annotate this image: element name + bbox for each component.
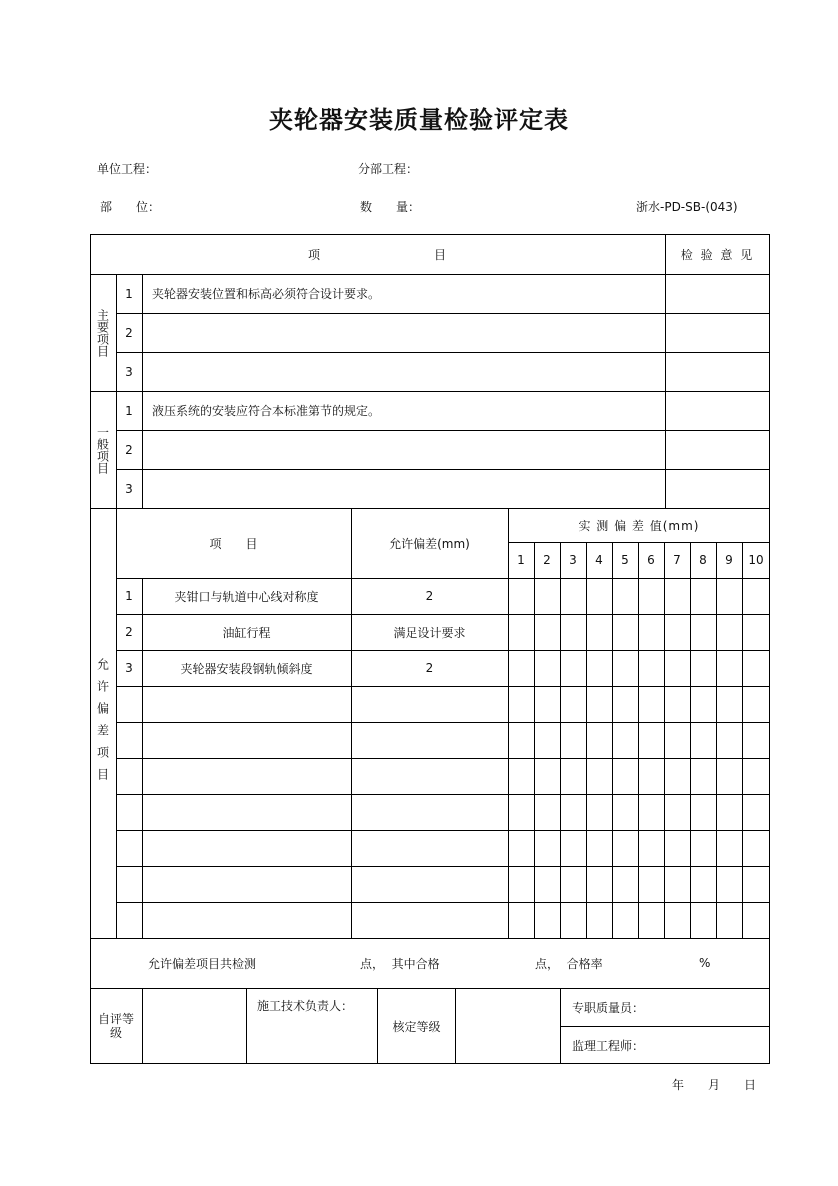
summary-part3: 点， 合格率: [535, 956, 603, 971]
general-row-no: 2: [125, 442, 133, 457]
general-row-no: 1: [125, 403, 133, 418]
tolerance-row-item: 夹钳口与轨道中心线对称度: [174, 589, 319, 604]
measure-col: 5: [621, 553, 629, 567]
main-row-no: 2: [125, 325, 133, 340]
inspection-table: [90, 234, 770, 1064]
main-row-text: 夹轮器安装位置和标高必须符合设计要求。: [152, 287, 381, 301]
measured-header: 实 测 偏 差 值(mm): [578, 518, 700, 533]
supervisor-label: 监理工程师：: [572, 1038, 645, 1053]
measure-col: 7: [673, 553, 681, 567]
main-items-label: 主要项目: [95, 308, 110, 357]
measure-col: 8: [699, 553, 707, 567]
opinion-header: 检 验 意 见: [680, 247, 755, 262]
measure-col: 3: [569, 553, 577, 567]
tolerance-row-item: 油缸行程: [222, 625, 271, 640]
main-row-no: 1: [125, 286, 133, 301]
general-row-text: 液压系统的安装应符合本标准第节的规定。: [152, 404, 381, 418]
tolerance-row-item: 夹轮器安装段钢轨倾斜度: [180, 661, 313, 676]
item-header-b: 目: [433, 247, 446, 262]
tolerance-item-header: 项 目: [209, 536, 258, 551]
measure-col: 9: [725, 553, 733, 567]
quantity-label: 数 量：: [360, 200, 421, 214]
date-line: 年 月 日: [672, 1078, 757, 1092]
tolerance-row-no: 2: [125, 625, 133, 639]
sub-project-label: 分部工程：: [358, 162, 419, 176]
approved-grade-label: 核定等级: [392, 1019, 441, 1034]
general-row-no: 3: [125, 481, 133, 496]
summary-part1: 允许偏差项目共检测: [148, 956, 257, 971]
self-eval-label: 自评等级: [98, 1012, 135, 1040]
tolerance-label: 允许偏差项目: [95, 658, 110, 790]
measure-col: 2: [543, 553, 551, 567]
summary-percent: %: [699, 956, 711, 970]
measure-col: 1: [517, 553, 525, 567]
position-label: 部 位：: [100, 200, 161, 214]
tolerance-row-allow: 2: [425, 589, 434, 603]
measure-col: 4: [595, 553, 603, 567]
tech-lead-label: 施工技术负责人：: [257, 998, 354, 1013]
item-header-a: 项: [307, 247, 320, 262]
main-row-no: 3: [125, 364, 133, 379]
tolerance-row-allow: 2: [425, 661, 434, 675]
form-code: 浙水-PD-SB-(043): [636, 200, 738, 214]
measure-col: 6: [647, 553, 655, 567]
measure-col: 10: [748, 553, 764, 567]
allow-header: 允许偏差(mm): [389, 536, 470, 551]
summary-part2: 点， 其中合格: [360, 956, 440, 971]
tolerance-row-allow: 满足设计要求: [393, 625, 466, 640]
tolerance-row-no: 1: [125, 589, 133, 603]
unit-project-label: 单位工程：: [97, 162, 158, 176]
quality-officer-label: 专职质量员：: [572, 1000, 645, 1015]
form-title: 夹轮器安装质量检验评定表: [269, 106, 569, 134]
general-items-label: 一般项目: [95, 425, 110, 474]
tolerance-row-no: 3: [125, 661, 133, 675]
